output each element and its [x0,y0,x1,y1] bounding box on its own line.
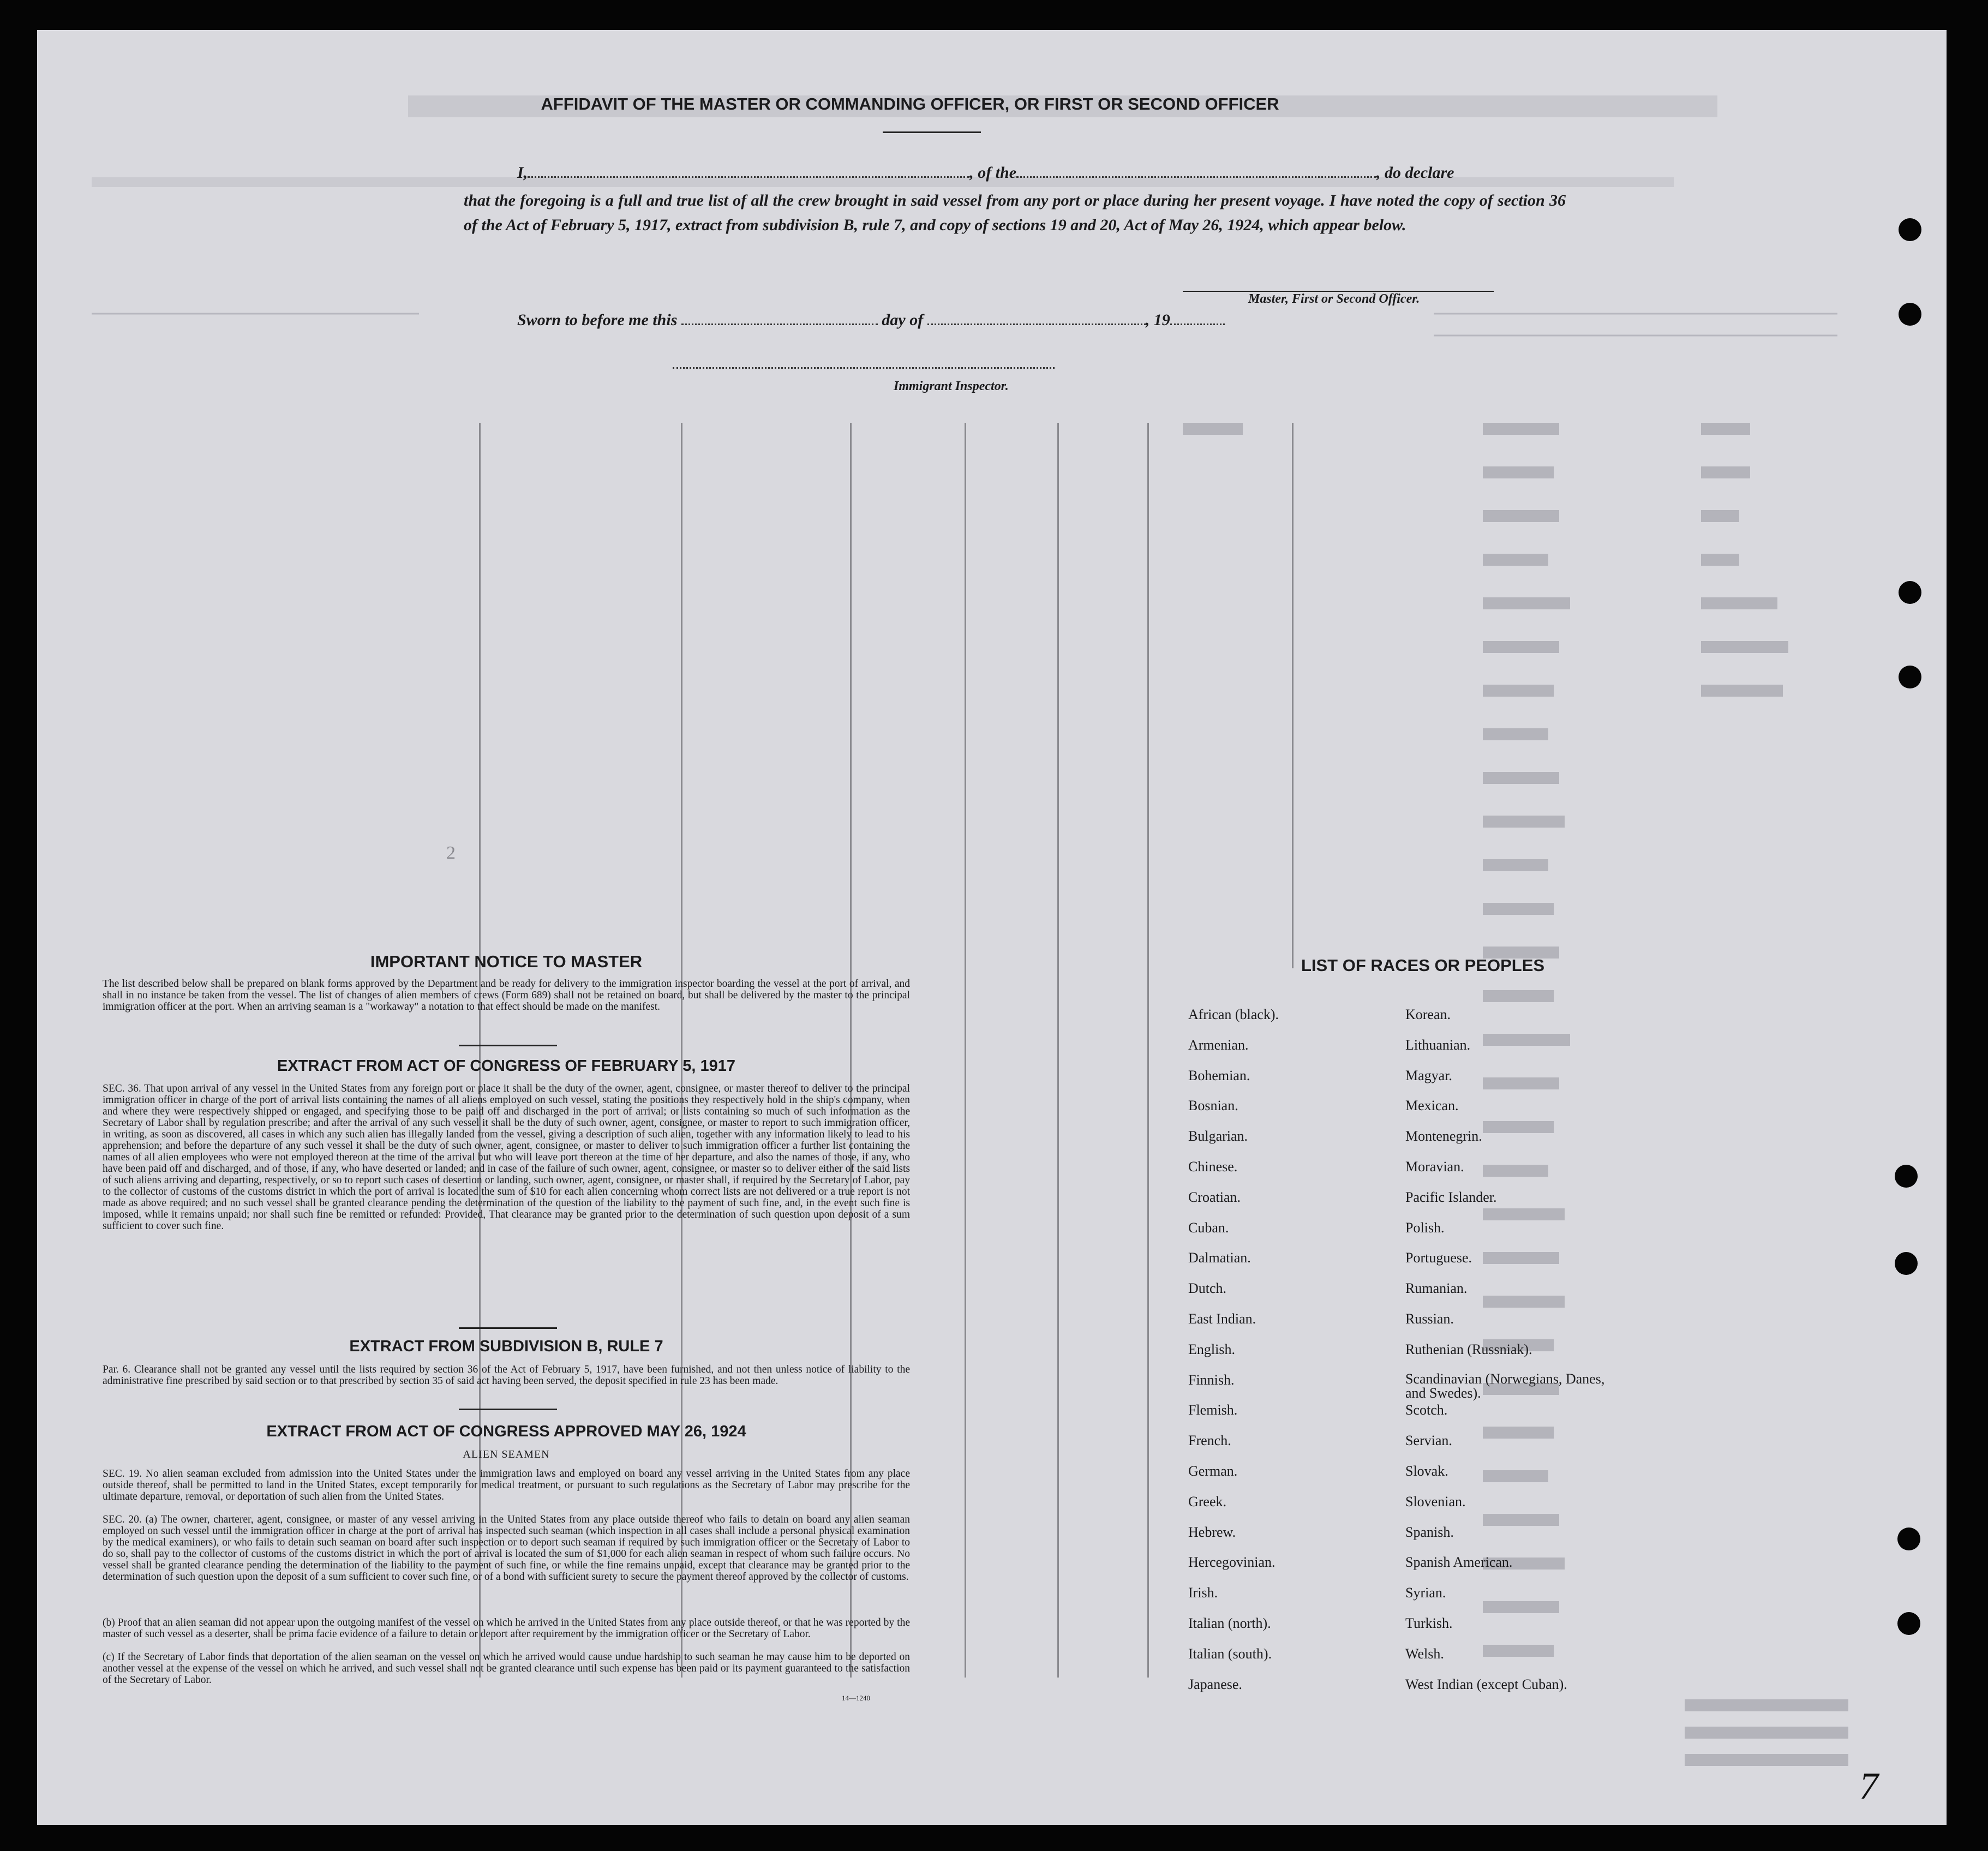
extract-1917-title: EXTRACT FROM ACT OF CONGRESS OF FEBRUARY 5, 1917 [277,1057,736,1075]
punch-hole [1899,303,1921,326]
extract-1924-sec20b: (b) Proof that an alien seaman did not appear upon the outgoing manifest of the vessel on which he arrived in the United States from any place outside thereof, or that he was reported by the master of such vessel as a deserter, shall be prima facie evidence of a failure to detain or deport after requirement by the immigration officer or the Secretary of Labor. [103,1617,910,1640]
race-item: African (black). [1188,1007,1279,1022]
race-item: Slovenian. [1405,1493,1466,1509]
master-signature-label: Master, First or Second Officer. [1248,292,1420,306]
affidavit-body: that the foregoing is a full and true list of all the crew brought in said vessel from any port or place during her present voyage. I have noted the copy of section 36 of the Act of February 5, 1917, extract from subdivision B, rule 7, and copy of sections 19 and 20, Act of May 26, 1924, which appear below. [464,191,1566,234]
race-item: Chinese. [1188,1159,1238,1175]
form-number: 14—1240 [842,1694,870,1702]
race-item: Spanish. [1405,1524,1454,1540]
race-item: Turkish. [1405,1615,1453,1631]
race-item: Mexican. [1405,1098,1459,1114]
race-item: Welsh. [1405,1645,1444,1662]
punch-hole [1895,1252,1918,1275]
extract-rule7-text: Par. 6. Clearance shall not be granted any vessel until the lists required by section 36 of the Act of February 5, 1917, have been furnished, and not then unless notice of liability to the administrative fine prescribed by said section or to that prescribed by section 35 of said act having been served, the deposit specified in rule 23 has been made. [103,1364,910,1387]
race-item: Servian. [1405,1433,1452,1449]
race-item: West Indian (except Cuban). [1405,1676,1567,1692]
race-item: Dalmatian. [1188,1250,1251,1266]
race-item: Bosnian. [1188,1098,1238,1114]
extract-1924-subtitle: ALIEN SEAMEN [463,1448,550,1460]
declarant-label: I, [517,164,528,182]
race-item: Pacific Islander. [1405,1189,1497,1205]
race-item: Scandinavian (Norwegians, Danes, and Swedes). [1405,1370,1605,1401]
vessel-name-blank [1016,176,1376,178]
sworn-year-blank [1170,324,1225,325]
race-item: Hercegovinian. [1188,1554,1276,1571]
race-item: Polish. [1405,1219,1445,1236]
race-item: Italian (north). [1188,1615,1271,1631]
title-divider [883,131,981,133]
race-item: Magyar. [1405,1067,1452,1083]
race-item: Ruthenian (Russniak). [1405,1341,1532,1357]
ghost-column-line [1057,423,1059,1678]
document-sheet [37,30,1947,1825]
corner-handwritten-number: 7 [1859,1765,1878,1807]
ghost-column-line [965,423,966,1678]
extract-1917-text: SEC. 36. That upon arrival of any vessel in the United States from any foreign port or place it shall be the duty of the owner, agent, consignee, or master thereof to deliver to the principal immigration officer in charge of the port of arrival lists containing the names of all aliens employed on such vessel, stating the positions they respectively hold in the ship's company, when and where they were respectively shipped or engaged, and specifying those to be paid off and discharged in the port of arrival; or lists containing so much of such information as the Secretary of Labor shall by regulation prescribe; and after the arrival of any such vessel it shall be the duty of such owner, agent, consignee, or master to report to such immigration officer, in writing, as soon as discovered, all cases in which any such alien has illegally landed from the vessel, giving a description of such alien, together with any information likely to lead to his apprehension; and before the departure of any such vessel it shall be the duty of such owner, agent, consignee, or master to deliver to such immigration officer a further list containing the names of all alien employees who were not employed thereon at the time of the arrival but who will leave port thereon at the time of her departure, and also the names of those, if any, who have been paid off and discharged, and of those, if any, who have deserted or landed; and in case of the failure of such owner, agent, consignee, or master so to deliver either of the said lists of such aliens arriving and departing, respectively, or so to report such cases of desertion or landing, such owner, agent, consignee, or master shall, if required by the Secretary of Labor, pay to the collector of customs of the customs district in which the port of arrival is located the sum of $10 for each alien concerning whom correct lists are not delivered or a true report is not made as above required; and no such vessel shall be granted clearance pending the determination of the question of the liability to the payment of such fine, and, in the event such fine is imposed, while it remains unpaid; nor shall such fine be remitted or refunded: Provided, That clearance may be granted prior to the determination of such question upon deposit of a sum sufficient to cover such fine. [103,1083,910,1232]
punch-hole [1895,1165,1918,1188]
races-title: LIST OF RACES OR PEOPLES [1301,956,1545,975]
extract-1924-sec20c: (c) If the Secretary of Labor finds that deportation of the alien seaman on the vessel on which he arrived would cause undue hardship to such seaman he may cause him to be deported on another vessel at the expense of the vessel on which he arrived, and such vessel shall not be granted clearance until such expense has been paid or its payment guaranteed to the satisfaction of the Secretary of Labor. [103,1651,910,1686]
race-item: Japanese. [1188,1676,1242,1692]
section-divider [459,1409,557,1410]
race-item: Lithuanian. [1405,1037,1471,1053]
race-item: Korean. [1405,1007,1451,1022]
race-item: Dutch. [1188,1280,1227,1297]
punch-hole [1899,218,1921,241]
race-item: English. [1188,1341,1235,1357]
race-item: Syrian. [1405,1585,1446,1601]
extract-1924-sec19: SEC. 19. No alien seaman excluded from admission into the United States under the immigration laws and employed on board any vessel arriving in the United States from any place outside thereof, shall be permitted to land in the United States, except temporarily for medical treatment, or pursuant to such regulations as the Secretary of Labor may prescribe for the ultimate departure, removal, or deportation of such alien from the United States. [103,1468,910,1502]
punch-hole [1899,581,1921,604]
race-item: Bulgarian. [1188,1128,1248,1145]
race-item: Irish. [1188,1585,1218,1601]
notice-text: The list described below shall be prepared on blank forms approved by the Department and be ready for delivery to the immigration inspector boarding the vessel at the port of arrival, and shall in no instance be taken from the vessel. The list of changes of alien members of crews (Form 689) shall not be retained on board, but shall be delivered by the master to the principal immigration officer at the port. When an arriving seaman is a "workaway" a notation to that effect should be made on the manifest. [103,978,910,1013]
inspector-label: Immigrant Inspector. [894,379,1009,393]
race-item: Russian. [1405,1311,1454,1327]
race-item: Moravian. [1405,1159,1464,1175]
vessel-label: , of the [969,164,1017,182]
race-item: Italian (south). [1188,1645,1272,1662]
inspector-signature-line [673,367,1055,369]
race-item: Flemish. [1188,1402,1238,1418]
notice-title: IMPORTANT NOTICE TO MASTER [370,952,643,971]
extract-rule7-title: EXTRACT FROM SUBDIVISION B, RULE 7 [349,1338,663,1355]
race-item: East Indian. [1188,1311,1256,1327]
ghost-column-line [1292,423,1294,968]
ghost-column-line [1147,423,1149,1678]
sworn-line [517,311,1225,330]
race-item: Finnish. [1188,1371,1235,1388]
punch-hole [1897,1612,1920,1635]
extract-1924-title: EXTRACT FROM ACT OF CONGRESS APPROVED MAY 26, 1924 [266,1423,746,1440]
section-divider [459,1327,557,1329]
punch-hole [1899,666,1921,688]
race-item: Slovak. [1405,1463,1448,1479]
race-item: Rumanian. [1405,1280,1468,1297]
sworn-label: Sworn to before me this [517,311,678,329]
race-item: Montenegrin. [1405,1128,1482,1145]
margin-mark: 2 [446,843,456,863]
punch-hole [1897,1527,1920,1550]
year-label: , 19 [1145,311,1170,329]
race-item: Cuban. [1188,1219,1229,1236]
race-item: Spanish American. [1405,1554,1513,1571]
race-item: French. [1188,1433,1231,1449]
race-item: Portuguese. [1405,1250,1472,1266]
affidavit-title: AFFIDAVIT OF THE MASTER OR COMMANDING OFFICER, OR FIRST OR SECOND OFFICER [541,94,1279,113]
race-item: Croatian. [1188,1189,1241,1205]
race-item: Hebrew. [1188,1524,1236,1540]
sworn-month-blank [927,324,1146,325]
sworn-day-blank [681,324,878,325]
day-of-label: day of [882,311,924,329]
race-item: Greek. [1188,1493,1227,1509]
race-item: Armenian. [1188,1037,1249,1053]
extract-1924-sec20a: SEC. 20. (a) The owner, charterer, agent, consignee, or master of any vessel arriving in the United States from any place outside thereof who fails to detain on board any alien seaman employed on such vessel until the immigration officer in charge at the port of arrival has inspected such seaman (which inspection in all cases shall include a personal physical examination by the medical examiners), or who fails to detain such seaman on board after such inspection or to deport such seaman if required by such immigration officer or the Secretary of Labor to do so, shall pay to the collector of customs of the customs district in which the port of arrival is located the sum of $1,000 for each alien seaman in respect of whom such failure occurs. No vessel shall be granted clearance pending the determination of the liability to the payment of such fine, or while the fine remains unpaid, except that clearance may be granted prior to the determination of such question upon the deposit of a sum sufficient to cover such fine, or of a bond with sufficient surety to secure the payment thereof approved by the collector of customs. [103,1514,910,1583]
affidavit-declaration-line [517,164,1565,182]
race-item: Bohemian. [1188,1067,1250,1083]
section-divider [459,1045,557,1046]
race-item: Scotch. [1405,1402,1448,1418]
declarant-name-blank [528,176,969,178]
race-item: German. [1188,1463,1238,1479]
declare-label: , do declare [1376,164,1454,182]
